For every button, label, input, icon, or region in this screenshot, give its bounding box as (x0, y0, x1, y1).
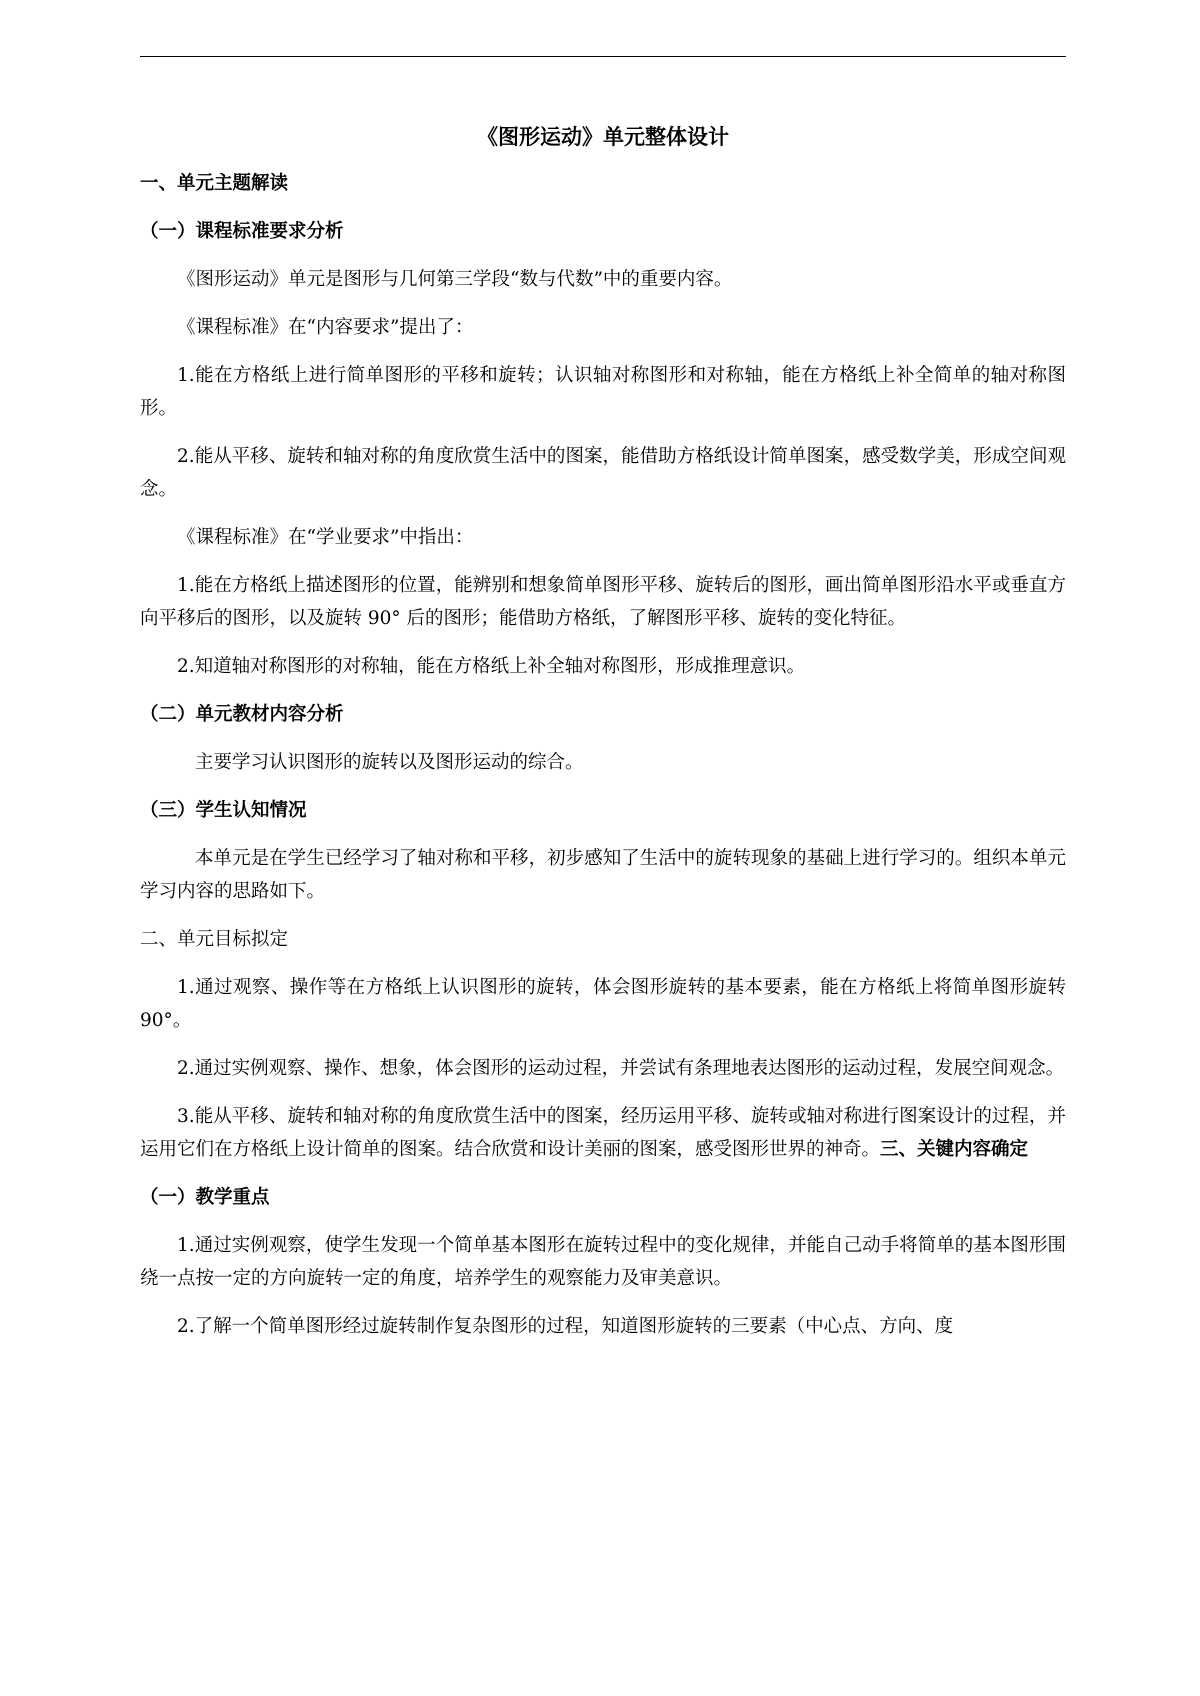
document-body (140, 121, 1066, 1358)
list-item (140, 1100, 1066, 1166)
document-title: 《图形运动》单元整体设计 (477, 125, 729, 149)
list-item: 2.知道轴对称图形的对称轴，能在方格纸上补全轴对称图形，形成推理意识。 (177, 656, 806, 677)
paragraph: 主要学习认识图形的旋转以及图形运动的综合。 (195, 752, 584, 773)
paragraph: 本单元是在学生已经学习了轴对称和平移，初步感知了生活中的旋转现象的基础上进行学习的。组织本单元学习内容的思路如下。 (140, 848, 1066, 902)
list-item-text: 3.能从平移、旋转和轴对称的角度欣赏生活中的图案，经历运用平移、旋转或轴对称进行图案设计的过程，并运用它们在方格纸上设计简单的图案。结合欣赏和设计美丽的图案，感受图形世界的神奇。 (140, 1106, 1066, 1160)
subsection-heading-1-3: （三）学生认知情况 (140, 800, 307, 821)
section-heading-1: 一、单元主题解读 (140, 173, 289, 194)
paragraph: 《课程标准》在“学业要求”中指出： (177, 527, 474, 548)
subsection-heading-1-2: （二）单元教材内容分析 (140, 704, 344, 725)
list-item: 1.通过实例观察，使学生发现一个简单基本图形在旋转过程中的变化规律，并能自己动手将简单的基本图形围绕一点按一定的方向旋转一定的角度，培养学生的观察能力及审美意识。 (140, 1235, 1066, 1289)
section-heading-2: 二、单元目标拟定 (140, 929, 289, 950)
section-heading-3: 三、关键内容确定 (880, 1139, 1029, 1160)
paragraph: 《课程标准》在“内容要求”提出了： (177, 317, 474, 338)
list-item: 1.能在方格纸上进行简单图形的平移和旋转；认识轴对称图形和对称轴，能在方格纸上补全简单的轴对称图形。 (140, 365, 1066, 419)
subsection-heading-3-1: （一）教学重点 (140, 1187, 270, 1208)
list-item: 1.能在方格纸上描述图形的位置，能辨别和想象简单图形平移、旋转后的图形，画出简单图形沿水平或垂直方向平移后的图形，以及旋转 90° 后的图形；能借助方格纸，了解图形平移、旋转的变化特征。 (140, 575, 1066, 629)
list-item: 2.了解一个简单图形经过旋转制作复杂图形的过程，知道图形旋转的三要素（中心点、方向、度 (177, 1316, 954, 1337)
paragraph: 《图形运动》单元是图形与几何第三学段“数与代数”中的重要内容。 (177, 269, 733, 290)
list-item: 2.通过实例观察、操作、想象，体会图形的运动过程，并尝试有条理地表达图形的运动过程，发展空间观念。 (177, 1058, 1065, 1079)
list-item: 1.通过观察、操作等在方格纸上认识图形的旋转，体会图形旋转的基本要素，能在方格纸上将简单图形旋转 90°。 (140, 977, 1066, 1031)
subsection-heading-1-1: （一）课程标准要求分析 (140, 221, 344, 242)
list-item: 2.能从平移、旋转和轴对称的角度欣赏生活中的图案，能借助方格纸设计简单图案，感受数学美，形成空间观念。 (140, 446, 1066, 500)
header-rule (140, 56, 1066, 57)
